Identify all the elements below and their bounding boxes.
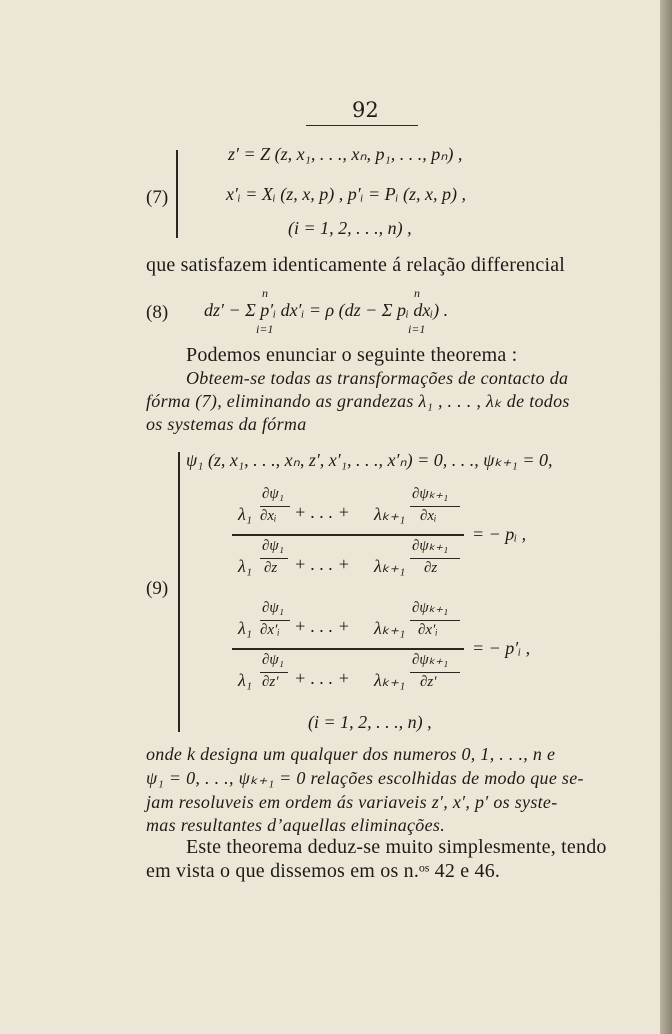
frac1-den-left-bar (260, 558, 288, 559)
eq9-brace (178, 452, 180, 732)
eq8-label: (8) (146, 302, 169, 323)
frac1-lambda1-num: λ₁ (238, 504, 253, 524)
frac1-num-right: ∂ψₖ₊₁ (412, 486, 449, 502)
frac1-den-plus: + . . . + (294, 554, 350, 574)
eq7-line1: z′ = Z (z, x₁, . . ., xₙ, p₁, . . ., pₙ) , (228, 144, 463, 164)
closing-italic-3: jam resoluveis em ordem ás variaveis z′, x′, p′ os syste- (146, 792, 558, 812)
frac2-num-left-den: ∂x′ᵢ (260, 622, 280, 638)
frac2-den-left: ∂ψ₁ (262, 652, 284, 668)
frac1-num-left-den: ∂xᵢ (260, 508, 277, 524)
header-rule (306, 125, 418, 126)
theorem-intro: Podemos enunciar o seguinte theorema : (186, 344, 518, 366)
eq7-line2: x′ᵢ = Xᵢ (z, x, p) , p′ᵢ = Pᵢ (z, x, p) , (226, 184, 467, 204)
frac1-den-left-den: ∂z (264, 560, 278, 576)
eq7-brace (176, 150, 178, 238)
eq8-sum1-top: n (262, 286, 268, 300)
frac2-lambdak-den: λₖ₊₁ (374, 670, 406, 690)
page-number: 92 (352, 98, 379, 122)
closing-italic-1: onde k designa um qualquer dos numeros 0, 1, . . ., n e (146, 744, 556, 764)
eq8-sum2-top: n (414, 286, 420, 300)
eq9-first-line: ψ₁ (z, x₁, . . ., xₙ, z′, x′₁, . . ., x′ₙ) = 0, . . ., ψₖ₊₁ = 0, (186, 450, 553, 470)
frac2-num-left-bar (260, 620, 290, 621)
theorem-line-3: os systemas da fórma (146, 414, 307, 434)
frac2-den-left-bar (260, 672, 288, 673)
frac2-lambdak-num: λₖ₊₁ (374, 618, 406, 638)
frac2-lambda1-num: λ₁ (238, 618, 253, 638)
paragraph-1: que satisfazem identicamente á relação differencial (146, 254, 566, 276)
frac1-lambdak-den: λₖ₊₁ (374, 556, 406, 576)
frac1-den-right-den: ∂z (424, 560, 438, 576)
frac2-den-right-bar (410, 672, 460, 673)
frac1-num-right-bar (410, 506, 460, 507)
frac1-num-left: ∂ψ₁ (262, 486, 284, 502)
eq8-sum2-bottom: i=1 (408, 322, 426, 336)
theorem-line-2: fórma (7), eliminando as grandezas λ₁ , . . . , λₖ de todos (146, 391, 570, 411)
frac1-rhs: = − pᵢ , (472, 524, 527, 544)
closing-italic-2: ψ₁ = 0, . . ., ψₖ₊₁ = 0 relações escolhidas de modo que se- (146, 768, 584, 788)
eq9-last-line: (i = 1, 2, . . ., n) , (308, 712, 432, 732)
closing-text-2: em vista o que dissemos em os n.ᵒˢ 42 e 46. (146, 860, 501, 882)
eq7-label: (7) (146, 187, 169, 208)
frac1-den-left: ∂ψ₁ (262, 538, 284, 554)
frac1-num-right-den: ∂xᵢ (420, 508, 437, 524)
frac2-rhs: = − p′ᵢ , (472, 638, 531, 658)
eq7-line3: (i = 1, 2, . . ., n) , (288, 218, 412, 238)
eq9-label: (9) (146, 578, 169, 599)
frac2-num-plus: + . . . + (294, 616, 350, 636)
frac1-den-right-bar (410, 558, 460, 559)
frac2-den-right: ∂ψₖ₊₁ (412, 652, 449, 668)
frac2-num-right-den: ∂x′ᵢ (418, 622, 438, 638)
theorem-line-1: Obteem-se todas as transformações de contacto da (186, 368, 569, 388)
frac1-num-left-bar (260, 506, 290, 507)
frac1-lambda1-den: λ₁ (238, 556, 253, 576)
frac2-num-left: ∂ψ₁ (262, 600, 284, 616)
page-edge (660, 0, 672, 1034)
frac1-num-plus: + . . . + (294, 502, 350, 522)
frac1-lambdak-num: λₖ₊₁ (374, 504, 406, 524)
frac1-den-right: ∂ψₖ₊₁ (412, 538, 449, 554)
frac2-den-left-den: ∂z′ (262, 674, 279, 690)
closing-text-1: Este theorema deduz-se muito simplesmente, tendo (186, 836, 607, 858)
frac2-den-right-den: ∂z′ (420, 674, 437, 690)
closing-italic-4: mas resultantes d’aquellas eliminações. (146, 815, 445, 835)
frac2-num-right-bar (410, 620, 460, 621)
frac2-den-plus: + . . . + (294, 668, 350, 688)
frac2-lambda1-den: λ₁ (238, 670, 253, 690)
eq8-sum1-bottom: i=1 (256, 322, 274, 336)
frac2-num-right: ∂ψₖ₊₁ (412, 600, 449, 616)
eq8-body: dz′ − Σ p′ᵢ dx′ᵢ = ρ (dz − Σ pᵢ dxᵢ) . (204, 300, 449, 320)
